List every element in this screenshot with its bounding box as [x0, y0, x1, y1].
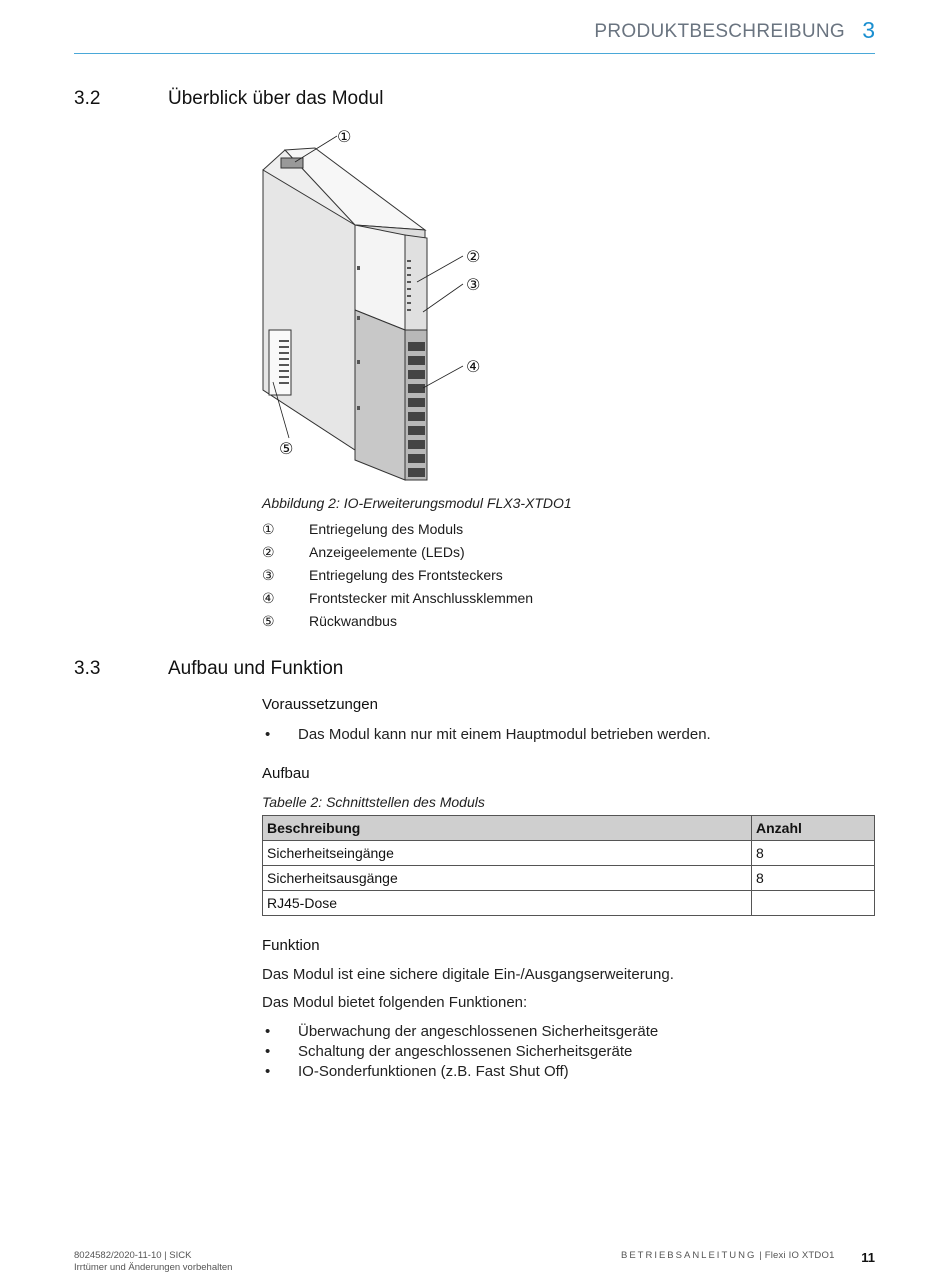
- legend-symbol: ④: [262, 590, 275, 606]
- legend-item: [262, 520, 662, 543]
- callout-2: ②: [466, 247, 481, 266]
- table-cell: RJ45-Dose: [263, 891, 752, 916]
- list-item: • Schaltung der angeschlossenen Sicherheitsgeräte: [265, 1043, 633, 1060]
- column-header-anzahl: Anzahl: [752, 816, 875, 841]
- legend-item: [262, 612, 662, 635]
- figure-legend: [262, 520, 662, 635]
- table-row: [263, 866, 875, 891]
- list-item: • IO-Sonderfunktionen (z.B. Fast Shut Off): [265, 1063, 569, 1080]
- footer-product: | Flexi IO XTDO1: [759, 1250, 835, 1261]
- legend-text: Entriegelung des Moduls: [309, 521, 464, 537]
- module-illustration: [255, 120, 495, 490]
- subheading-voraussetzungen: Voraussetzungen: [262, 696, 378, 713]
- footer-disclaimer: Irrtümer und Änderungen vorbehalten: [74, 1262, 233, 1273]
- module-drawing: [255, 120, 495, 490]
- callout-3: ③: [466, 275, 481, 294]
- footer-manual-label: BETRIEBSANLEITUNG: [621, 1250, 757, 1261]
- list-item-text: Überwachung der angeschlossenen Sicherheitsgeräte: [298, 1023, 659, 1040]
- legend-symbol: ①: [262, 521, 275, 537]
- list-item-text: Das Modul kann nur mit einem Hauptmodul betrieben werden.: [298, 726, 711, 743]
- table-header-row: [263, 816, 875, 841]
- footer-doc-id: 8024582/2020-11-10 | SICK: [74, 1250, 192, 1261]
- figure-caption: Abbildung 2: IO-Erweiterungsmodul FLX3-XTDO1: [262, 495, 572, 511]
- callout-4: ④: [466, 357, 481, 376]
- table-cell: 8: [752, 841, 875, 866]
- requirements-list: [262, 726, 862, 743]
- interfaces-table: [262, 815, 875, 916]
- legend-item: [262, 543, 662, 566]
- legend-text: Anzeigeelemente (LEDs): [309, 544, 465, 560]
- table-cell: Sicherheitseingänge: [263, 841, 752, 866]
- legend-text: Entriegelung des Frontsteckers: [309, 567, 503, 583]
- subheading-funktion: Funktion: [262, 937, 320, 954]
- paragraph: Das Modul ist eine sichere digitale Ein-/Ausgangserweiterung.: [262, 966, 674, 983]
- legend-item: [262, 566, 662, 589]
- functions-list: [262, 1023, 862, 1083]
- legend-symbol: ⑤: [262, 613, 275, 629]
- section-number: 3.3: [74, 658, 101, 679]
- footer-left: [74, 1250, 232, 1274]
- list-item-text: IO-Sonderfunktionen (z.B. Fast Shut Off): [298, 1063, 569, 1080]
- list-item-text: Schaltung der angeschlossenen Sicherheitsgeräte: [298, 1043, 633, 1060]
- table-row: [263, 841, 875, 866]
- paragraph: Das Modul bietet folgenden Funktionen:: [262, 994, 528, 1011]
- subheading-aufbau: Aufbau: [262, 765, 310, 782]
- table-cell: [752, 891, 875, 916]
- callout-1: ①: [337, 127, 352, 146]
- legend-text: Rückwandbus: [309, 613, 397, 629]
- section-title: Aufbau und Funktion: [168, 658, 344, 679]
- page-header: [74, 16, 875, 54]
- list-item: • Überwachung der angeschlossenen Sicherheitsgeräte: [265, 1023, 659, 1040]
- header-title: PRODUKTBESCHREIBUNG: [594, 21, 845, 42]
- list-item: • Das Modul kann nur mit einem Hauptmodul betrieben werden.: [265, 726, 711, 743]
- legend-item: [262, 589, 662, 612]
- callout-5: ⑤: [279, 439, 294, 458]
- table-row: [263, 891, 875, 916]
- page-number: 11: [861, 1250, 875, 1265]
- table-caption: Tabelle 2: Schnittstellen des Moduls: [262, 794, 485, 810]
- legend-symbol: ②: [262, 544, 275, 560]
- table-cell: 8: [752, 866, 875, 891]
- section-number: 3.2: [74, 88, 101, 109]
- legend-symbol: ③: [262, 567, 275, 583]
- column-header-beschreibung: Beschreibung: [263, 816, 752, 841]
- header-chapter-number: 3: [862, 17, 875, 43]
- footer-center: [621, 1250, 835, 1261]
- legend-text: Frontstecker mit Anschlussklemmen: [309, 590, 534, 606]
- section-title: Überblick über das Modul: [168, 88, 384, 109]
- table-cell: Sicherheitsausgänge: [263, 866, 752, 891]
